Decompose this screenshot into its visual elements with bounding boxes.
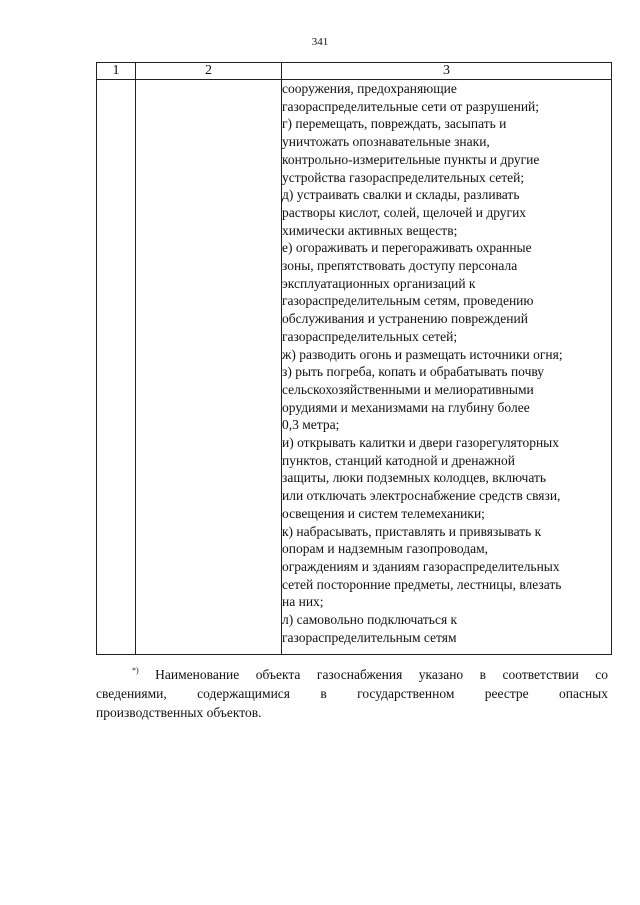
text-line: и) открывать калитки и двери газорегуляторных — [282, 435, 559, 451]
footnote-line-3: производственных объектов. — [96, 705, 262, 720]
text-line: эксплуатационных организаций к — [282, 275, 476, 291]
footnote-line-2: сведениями, содержащимися в государственном реестре опасных — [96, 686, 608, 701]
text-line: сетей посторонние предметы, лестницы, влезать — [282, 576, 562, 592]
text-line: уничтожать опознавательные знаки, — [282, 134, 490, 150]
footnote-marker: *) — [132, 666, 139, 675]
text-line: пунктов, станций катодной и дренажной — [282, 452, 515, 468]
text-line: д) устраивать свалки и склады, разливать — [282, 187, 520, 203]
text-line: химически активных веществ; — [282, 222, 458, 238]
text-line: растворы кислот, солей, щелочей и других — [282, 204, 527, 220]
text-line: г) перемещать, повреждать, засыпать и — [282, 116, 507, 132]
column-header-1: 1 — [97, 63, 136, 80]
text-line: сельскохозяйственными и мелиоративными — [282, 381, 534, 397]
text-line: сооружения, предохраняющие — [282, 81, 457, 96]
footnote — [96, 661, 608, 722]
text-line: газораспределительным сетям, проведению — [282, 293, 534, 309]
text-line: зоны, препятствовать доступу персонала — [282, 258, 518, 274]
text-line: орудиями и механизмами на глубину более — [282, 399, 530, 415]
text-line: газораспределительным сетям — [282, 629, 457, 645]
text-line: на них; — [282, 594, 324, 610]
footnote-line-1 — [96, 661, 608, 684]
table-cell-col3 — [282, 80, 612, 655]
footnote-text-1: Наименование объекта газоснабжения указано в соответствии со — [155, 667, 609, 682]
text-line: е) огораживать и перегораживать охранные — [282, 240, 532, 256]
text-line: л) самовольно подключаться к — [282, 612, 458, 628]
table-cell-col2 — [136, 80, 282, 655]
text-line: освещения и систем телемеханики; — [282, 505, 485, 521]
document-table — [96, 62, 612, 655]
text-line: газораспределительных сетей; — [282, 328, 458, 344]
text-line: к) набрасывать, приставлять и привязывать к — [282, 523, 542, 539]
text-line: з) рыть погреба, копать и обрабатывать почву — [282, 364, 545, 380]
table-cell-col1 — [97, 80, 136, 655]
text-line: или отключать электроснабжение средств связи, — [282, 488, 561, 504]
text-line: устройства газораспределительных сетей; — [282, 169, 525, 185]
text-line: защиты, люки подземных колодцев, включать — [282, 470, 547, 486]
table-row — [97, 80, 612, 655]
page-number: 341 — [311, 36, 329, 48]
text-line: обслуживания и устранению повреждений — [282, 311, 528, 327]
table-header-row — [97, 63, 612, 80]
text-line: опорам и надземным газопроводам, — [282, 541, 488, 557]
text-line: 0,3 метра; — [282, 417, 340, 433]
text-line: ж) разводить огонь и размещать источники огня; — [282, 346, 563, 362]
text-line: контрольно-измерительные пункты и другие — [282, 151, 540, 167]
column-header-3: 3 — [282, 63, 612, 80]
column-header-2: 2 — [136, 63, 282, 80]
text-line: ограждениям и зданиям газораспределительных — [282, 558, 560, 574]
text-line: газораспределительные сети от разрушений; — [282, 98, 540, 114]
